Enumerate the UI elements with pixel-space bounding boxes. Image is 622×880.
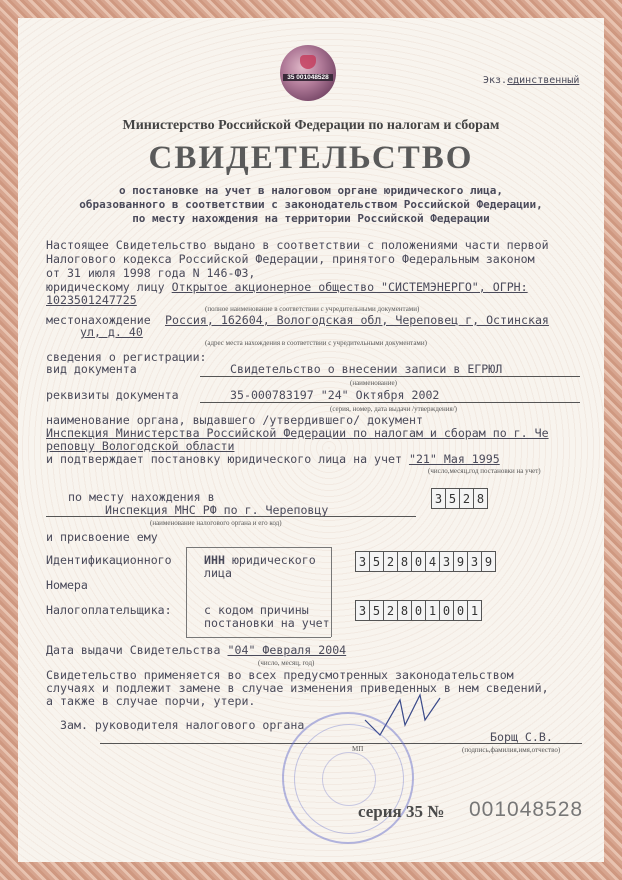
subtitle-line-1: о постановке на учет в налоговом органе юридического лица, (118, 184, 504, 197)
kpp-cell: 0 (453, 600, 468, 621)
note-doc-req: (серия, номер, дата выдачи /утверждения/) (330, 405, 458, 413)
issue-date: "04" Февраля 2004 (227, 643, 347, 657)
signer-label: Зам. руководителя налогового органа (60, 718, 305, 732)
note-doc-type: (наименование) (350, 379, 397, 387)
issue-line (46, 643, 346, 657)
kpp-cell: 0 (411, 600, 426, 621)
entity-name: Открытое акционерное общество "СИСТЕМЭНЕРГО", ОГРН: (171, 280, 528, 294)
inn-cell: 3 (467, 551, 482, 572)
issuer-label: наименование органа, выдавшего /утвердившего/ документ (46, 413, 423, 427)
doc-req-label: реквизиты документа (46, 388, 179, 402)
inn-text-1: юридического (231, 553, 316, 567)
kpp-cell: 1 (467, 600, 482, 621)
applies-line-1: Свидетельство применяется во всех предусмотренных законодательством (46, 668, 514, 682)
confirm-line (46, 452, 500, 466)
kpp-cell: 2 (383, 600, 398, 621)
doc-type-value: Свидетельство о внесении записи в ЕГРЮЛ (230, 362, 503, 376)
kpp-cell: 8 (397, 600, 412, 621)
issue-label: Дата выдачи Свидетельства (46, 643, 221, 657)
copy-line (483, 75, 579, 86)
subtitle-line-2: образованного в соответствии с законодательством Российской Федерации, (79, 198, 543, 211)
inn-cell: 3 (439, 551, 454, 572)
code-cell: 2 (459, 488, 474, 509)
id-label-3: Налогоплательщика: (46, 603, 172, 617)
hologram-seal (280, 45, 336, 101)
entity-ogrn: 1023501247725 (46, 293, 137, 307)
inn-cell: 9 (453, 551, 468, 572)
kpp-cell: 0 (439, 600, 454, 621)
document-title: СВИДЕТЕЛЬСТВО (148, 140, 474, 176)
kpp-cells (356, 600, 482, 621)
inn-cells (356, 551, 496, 572)
confirm-date: "21" Мая 1995 (408, 452, 500, 466)
note-location: (адрес места нахождения в соответствии с учредительными документами) (205, 339, 427, 347)
code-cell: 8 (473, 488, 488, 509)
inn-cell: 5 (369, 551, 384, 572)
series-label: серия 35 № (358, 802, 445, 821)
inn-cell: 2 (383, 551, 398, 572)
series-number: 001048528 (469, 798, 584, 821)
entity-line (46, 280, 528, 294)
inn-cell: 9 (481, 551, 496, 572)
ministry-name: Министерство Российской Федерации по налогам и сборам (122, 118, 500, 133)
intro-line-1: Настоящее Свидетельство выдано в соответствии с положениями части первой (46, 238, 549, 252)
place-label: по месту нахождения в (68, 490, 215, 504)
id-label-2: Номера (46, 578, 88, 592)
applies-line-2: случаях и подлежит замене в случае изменения приведенных в нем сведений, (46, 681, 549, 695)
eagle-emblem-icon (300, 55, 316, 69)
code-cell: 5 (445, 488, 460, 509)
inn-cell: 8 (397, 551, 412, 572)
note-signature: (подпись,фамилия,имя,отчество) (462, 746, 561, 754)
note-place: (наименование налогового органа и его код) (150, 519, 282, 527)
hologram-number: 35 001048528 (283, 74, 333, 81)
kpp-text-2: постановки на учет (204, 616, 330, 630)
location-value: Россия, 162604, Вологодская обл, Череповец г, Остинская (165, 313, 549, 327)
inn-text-2: лица (204, 566, 232, 580)
confirm-text: и подтверждает постановку юридического лица на учет (46, 452, 402, 466)
kpp-cell: 5 (369, 600, 384, 621)
inn-cell: 3 (355, 551, 370, 572)
location-label: местонахождение (46, 313, 151, 327)
stamp-place-label: МП (352, 745, 364, 753)
copy-label: Экз. (483, 75, 508, 86)
intro-line-3: от 31 июля 1998 года N 146-ФЗ, (46, 266, 256, 280)
inn-cell: 0 (411, 551, 426, 572)
inn-cell: 4 (425, 551, 440, 572)
note-entity: (полное наименование в соответствии с учредительными документами) (205, 305, 420, 313)
issuer-value-2: реповцу Вологодской области (46, 439, 235, 453)
assign-label: и присвоение ему (46, 530, 158, 544)
kpp-cell: 1 (425, 600, 440, 621)
applies-line-3: а также в случае порчи, утери. (46, 694, 256, 708)
doc-req-value: 35-000783197 "24" Октября 2002 (230, 388, 440, 402)
intro-line-2: Налогового кодекса Российской Федерации, принятого Федеральным законом (46, 252, 535, 266)
subtitle-line-3: по месту нахождения на территории Российской Федерации (132, 212, 490, 225)
inn-prefix: ИНН (204, 553, 225, 567)
kpp-text-1: с кодом причины (204, 603, 309, 617)
entity-prefix: юридическому лицу (46, 280, 165, 294)
kpp-cell: 3 (355, 600, 370, 621)
place-code-cells (432, 488, 488, 509)
note-issue: (число, месяц, год) (258, 659, 315, 667)
inn-line (204, 553, 316, 567)
location-value-2: ул, д. 40 (80, 325, 143, 339)
issuer-value: Инспекция Министерства Российской Федерации по налогам и сборам по г. Че (46, 426, 549, 440)
copy-value: единственный (507, 75, 580, 86)
doc-type-label: вид документа (46, 362, 137, 376)
registration-label: сведения о регистрации: (46, 350, 207, 364)
signer-name: Борщ С.В. (490, 730, 553, 744)
official-stamp-icon (282, 712, 414, 844)
id-label-1: Идентификационного (46, 553, 172, 567)
code-cell: 3 (431, 488, 446, 509)
note-confirm: (число,месяц,год постановки на учет) (428, 467, 541, 475)
place-value: Инспекция МНС РФ по г. Череповцу (105, 503, 329, 517)
